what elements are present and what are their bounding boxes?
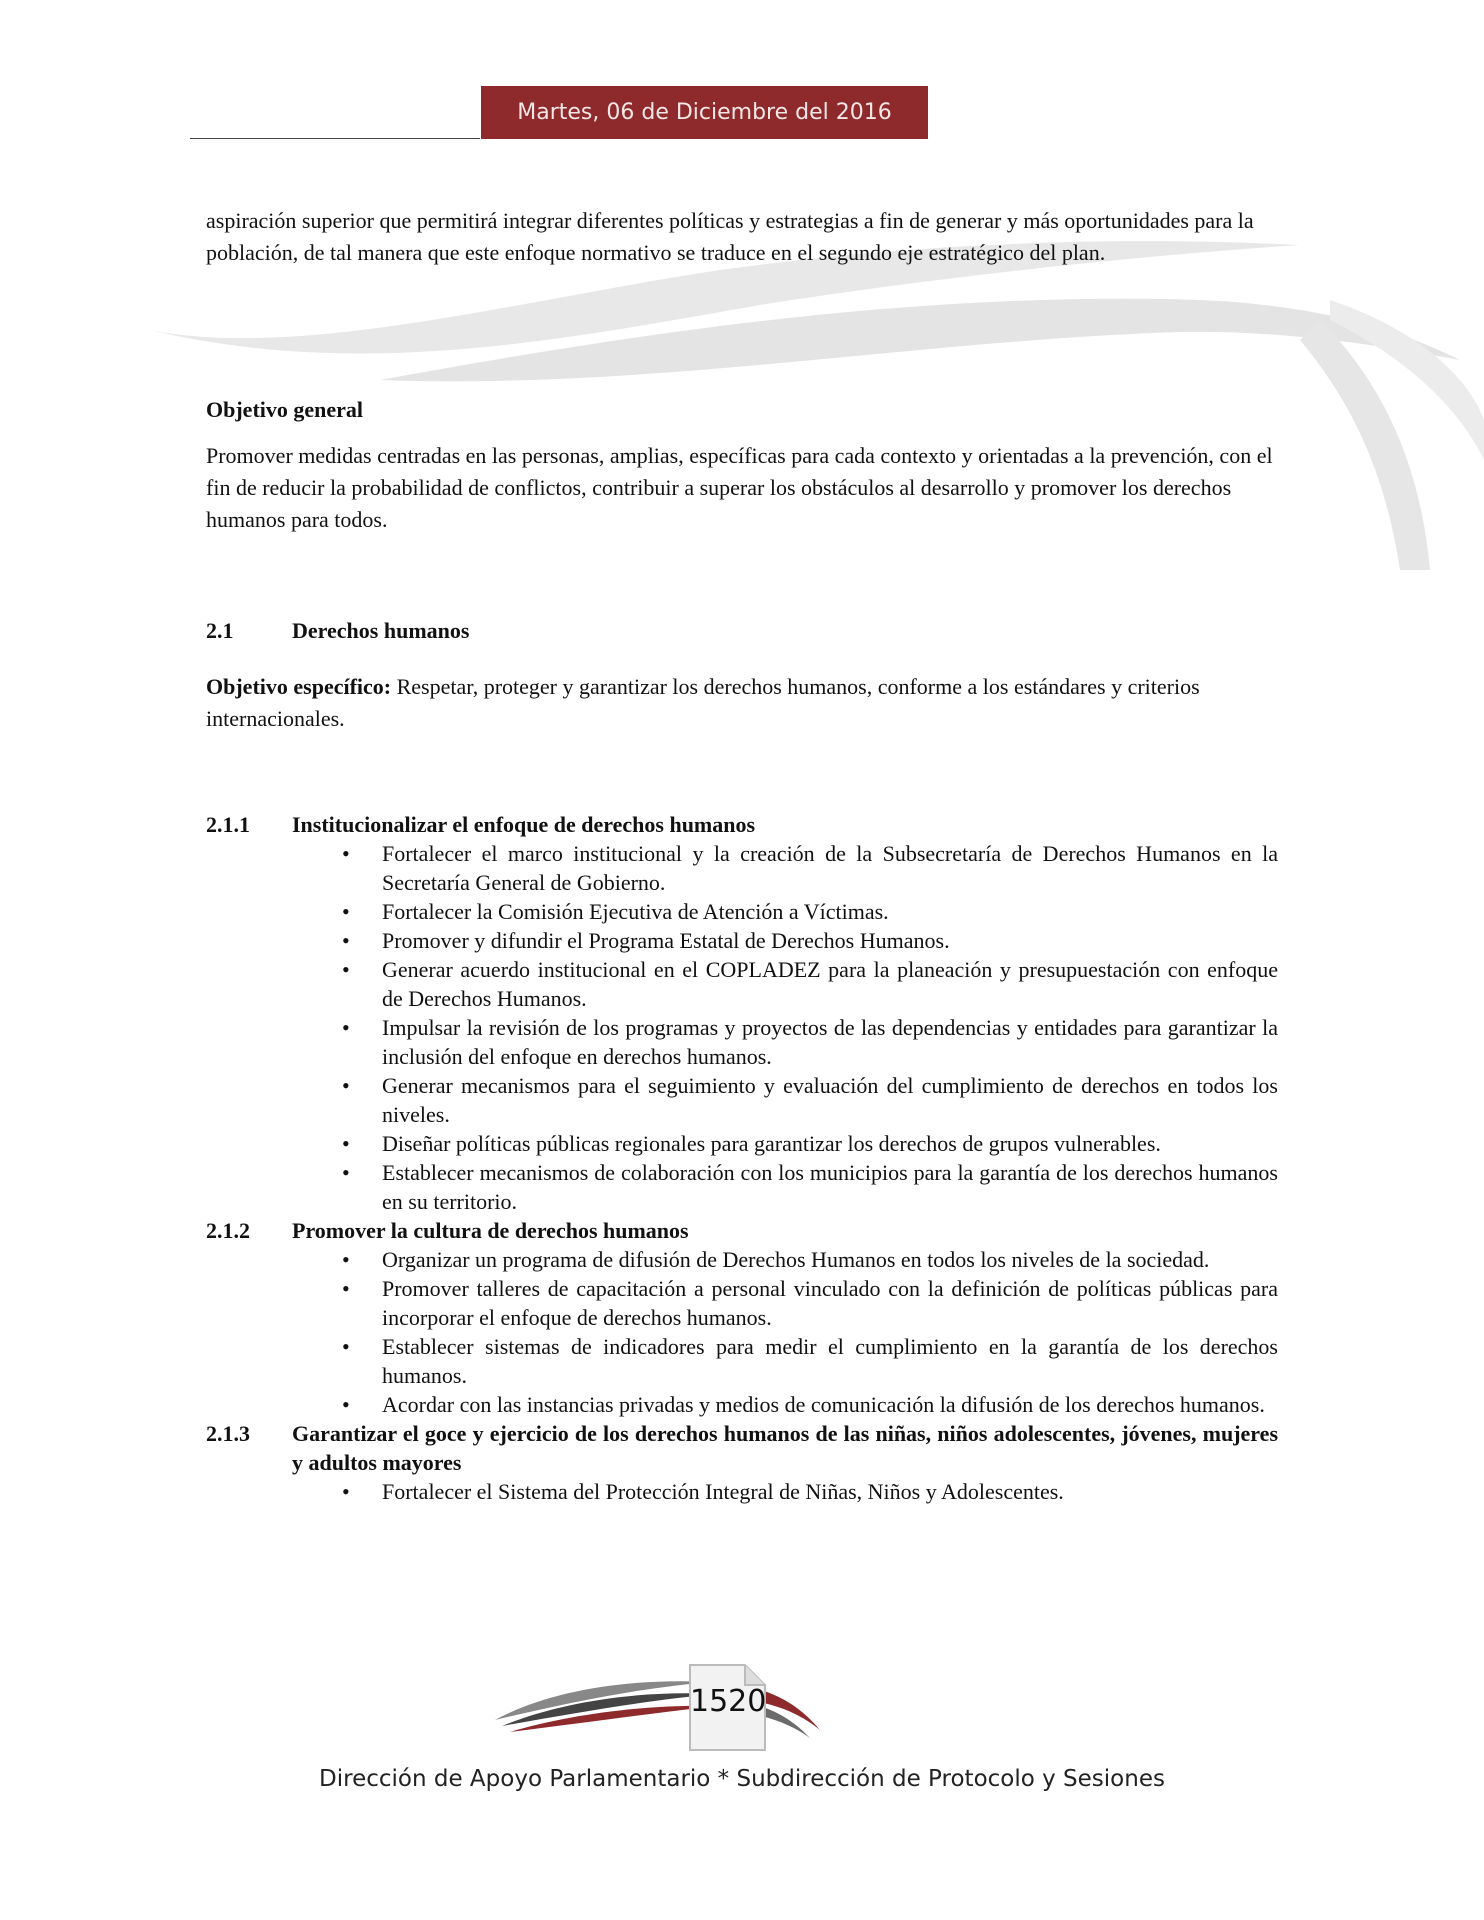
bullet-icon: • <box>342 1015 350 1040</box>
bullet-icon: • <box>342 1073 350 1098</box>
subsection-2-1-2-heading <box>206 1216 1278 1245</box>
list-item-text: Organizar un programa de difusión de Derechos Humanos en todos los niveles de la sociedad. <box>382 1247 1210 1272</box>
bullet-icon: • <box>342 899 350 924</box>
bullet-icon: • <box>342 957 350 982</box>
bullet-icon: • <box>342 1131 350 1156</box>
list-item-text: Promover talleres de capacitación a personal vinculado con la definición de políticas públicas para incorporar el enfoque de derechos humanos. <box>382 1276 1278 1330</box>
subsection-title: Institucionalizar el enfoque de derechos humanos <box>292 812 756 837</box>
list-item-text: Fortalecer el Sistema del Protección Integral de Niñas, Niños y Adolescentes. <box>382 1479 1064 1504</box>
page-number: 1520 <box>690 1684 767 1719</box>
section-2-1-heading <box>206 615 1278 647</box>
document-body <box>206 205 1278 1506</box>
bullet-icon: • <box>342 1276 350 1301</box>
objetivo-general-text: Promover medidas centradas en las personas, amplias, específicas para cada contexto y orientadas a la prevención, con el fin de reducir la probabilidad de conflictos, contribuir a superar los obstáculos al desarrollo y promover los derechos humanos para todos. <box>206 443 1273 532</box>
bullet-list-2-1-1 <box>206 839 1278 1216</box>
list-item-text: Establecer sistemas de indicadores para medir el cumplimiento en la garantía de los derechos humanos. <box>382 1334 1278 1388</box>
bullet-list-2-1-2 <box>206 1245 1278 1419</box>
list-item-text: Fortalecer el marco institucional y la creación de la Subsecretaría de Derechos Humanos en la Secretaría General de Gobierno. <box>382 841 1278 895</box>
list-item-text: Promover y difundir el Programa Estatal de Derechos Humanos. <box>382 928 950 953</box>
list-item <box>342 926 1278 955</box>
list-item <box>342 1245 1278 1274</box>
intro-paragraph: aspiración superior que permitirá integrar diferentes políticas y estrategias a fin de generar y más oportunidades para la población, de tal manera que este enfoque normativo se traduce en el segundo eje estratégico del plan. <box>206 208 1254 265</box>
objetivo-especifico <box>206 671 1278 735</box>
list-item <box>342 1071 1278 1129</box>
footer-text: Dirección de Apoyo Parlamentario * Subdirección de Protocolo y Sesiones <box>319 1766 1165 1792</box>
subsection-2-1-3-heading <box>206 1419 1278 1477</box>
objetivo-especifico-label: Objetivo específico: <box>206 674 392 699</box>
list-item-text: Establecer mecanismos de colaboración con los municipios para la garantía de los derechos humanos en su territorio. <box>382 1160 1278 1214</box>
section-number: 2.1 <box>206 618 234 643</box>
list-item-text: Fortalecer la Comisión Ejecutiva de Atención a Víctimas. <box>382 899 889 924</box>
list-item <box>342 1013 1278 1071</box>
objetivo-especifico-text: Respetar, proteger y garantizar los derechos humanos, conforme a los estándares y criterios internacionales. <box>206 674 1200 731</box>
date-banner: Martes, 06 de Diciembre del 2016 <box>481 86 928 139</box>
list-item-text: Impulsar la revisión de los programas y proyectos de las dependencias y entidades para garantizar la inclusión del enfoque en derechos humanos. <box>382 1015 1278 1069</box>
subsection-title: Promover la cultura de derechos humanos <box>292 1218 689 1243</box>
footer-swoosh-logo <box>490 1660 830 1760</box>
bullet-list-2-1-3 <box>206 1477 1278 1506</box>
subsection-number: 2.1.3 <box>206 1421 250 1446</box>
list-item <box>342 1332 1278 1390</box>
list-item <box>342 1390 1278 1419</box>
bullet-icon: • <box>342 1334 350 1359</box>
header-divider <box>190 138 480 139</box>
objetivo-general-heading: Objetivo general <box>206 397 364 422</box>
bullet-icon: • <box>342 1160 350 1185</box>
bullet-icon: • <box>342 841 350 866</box>
list-item <box>342 955 1278 1013</box>
bullet-icon: • <box>342 1392 350 1417</box>
list-item-text: Diseñar políticas públicas regionales para garantizar los derechos de grupos vulnerables. <box>382 1131 1161 1156</box>
list-item <box>342 1129 1278 1158</box>
subsection-2-1-1-heading <box>206 810 1278 839</box>
list-item-text: Generar mecanismos para el seguimiento y evaluación del cumplimiento de derechos en todos los niveles. <box>382 1073 1278 1127</box>
list-item <box>342 839 1278 897</box>
list-item-text: Acordar con las instancias privadas y medios de comunicación la difusión de los derechos humanos. <box>382 1392 1265 1417</box>
list-item-text: Generar acuerdo institucional en el COPLADEZ para la planeación y presupuestación con enfoque de Derechos Humanos. <box>382 957 1278 1011</box>
bullet-icon: • <box>342 1479 350 1504</box>
subsection-number: 2.1.2 <box>206 1218 250 1243</box>
section-title: Derechos humanos <box>292 618 470 643</box>
list-item <box>342 897 1278 926</box>
list-item <box>342 1158 1278 1216</box>
subsection-title: Garantizar el goce y ejercicio de los derechos humanos de las niñas, niños adolescentes, jóvenes, mujeres y adultos mayores <box>292 1421 1278 1475</box>
bullet-icon: • <box>342 1247 350 1272</box>
subsection-number: 2.1.1 <box>206 812 250 837</box>
bullet-icon: • <box>342 928 350 953</box>
list-item <box>342 1477 1278 1506</box>
list-item <box>342 1274 1278 1332</box>
